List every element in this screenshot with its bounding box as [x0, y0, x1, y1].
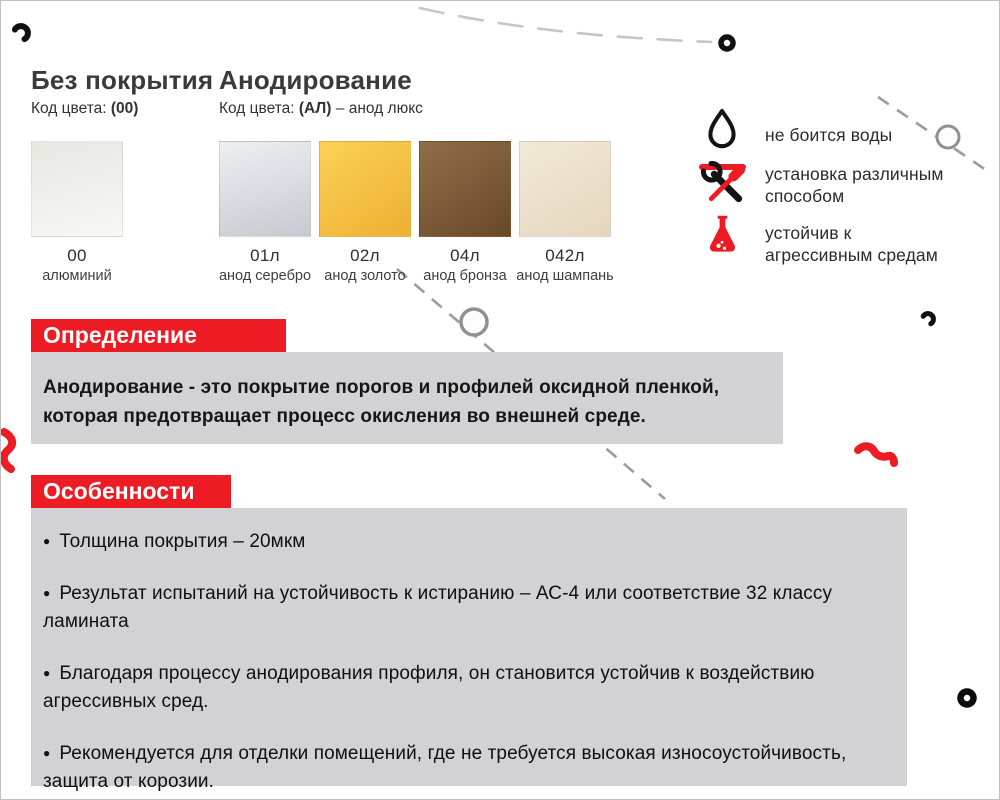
swatch-02l — [319, 141, 411, 284]
definition-body: Анодирование - это покрытие порогов и профилей оксидной пленкой, которая предотвращает процесс окисления во внешней среде. — [31, 352, 783, 444]
swatch-00 — [31, 141, 123, 284]
red-squiggle-left — [4, 432, 12, 469]
features-body — [31, 508, 907, 792]
uncoated-header — [31, 67, 213, 118]
black-donut-bottom-right — [961, 692, 974, 705]
swatch-01l — [219, 141, 311, 284]
swatch-00-code: 00 — [67, 246, 87, 265]
swatch-04l-name: анод бронза — [423, 268, 507, 284]
swatch-00-color — [31, 141, 123, 237]
feature-chemical-label: устойчив к агрессивным средам — [765, 223, 938, 266]
feature-installation-label: установка различным способом — [765, 164, 944, 207]
feature-chemical — [705, 213, 985, 266]
comma-mark-top-left — [15, 26, 28, 39]
swatch-02l-code: 02л — [350, 246, 380, 265]
bullet-thickness: ● Толщина покрытия – 20мкм — [43, 528, 871, 557]
swatch-02l-color — [319, 141, 411, 237]
features-bullet-list — [43, 528, 871, 797]
open-circle-middle — [461, 309, 487, 335]
swatch-00-name: алюминий — [42, 268, 112, 284]
swatch-042l-code: 042л — [545, 246, 585, 265]
anodized-color-code: Код цвета: (АЛ) – анод люкс — [219, 100, 423, 118]
feature-water-label: не боится воды — [765, 125, 893, 145]
anodized-title: Анодирование — [219, 65, 412, 95]
red-squiggle-right — [858, 446, 894, 463]
swatch-01l-name: анод серебро — [218, 268, 312, 284]
swatch-01l-color — [219, 141, 311, 237]
dashed-curve-top — [420, 8, 711, 42]
comma-mark-right — [923, 314, 933, 324]
swatch-01l-code: 01л — [250, 246, 280, 265]
bullet-recommendation: ● Рекомендуется для отделки помещений, где не требуется высокая износоустойчивость, защита от корозии. — [43, 740, 871, 797]
black-donut-top — [721, 37, 733, 49]
swatch-04l-color — [419, 141, 511, 237]
swatch-042l-color — [519, 141, 611, 237]
feature-installation — [701, 161, 991, 213]
anodized-header — [219, 67, 423, 118]
bullet-abrasion: ● Результат испытаний на устойчивость к истиранию – АС-4 или соответствие 32 классу ламината — [43, 580, 871, 637]
swatch-042l — [516, 141, 614, 284]
definition-heading: Определение — [31, 319, 286, 352]
bullet-aggressive: ● Благодаря процессу анодирования профиля, он становится устойчив к воздействию агрессивных сред. — [43, 660, 871, 717]
features-heading: Особенности — [31, 475, 231, 508]
swatch-042l-name: анод шампань — [516, 268, 614, 284]
swatch-02l-name: анод золото — [324, 268, 406, 284]
uncoated-title: Без покрытия — [31, 65, 214, 95]
uncoated-color-code: Код цвета: (00) — [31, 100, 139, 118]
swatch-04l-code: 04л — [450, 246, 480, 265]
swatch-04l — [419, 141, 511, 284]
